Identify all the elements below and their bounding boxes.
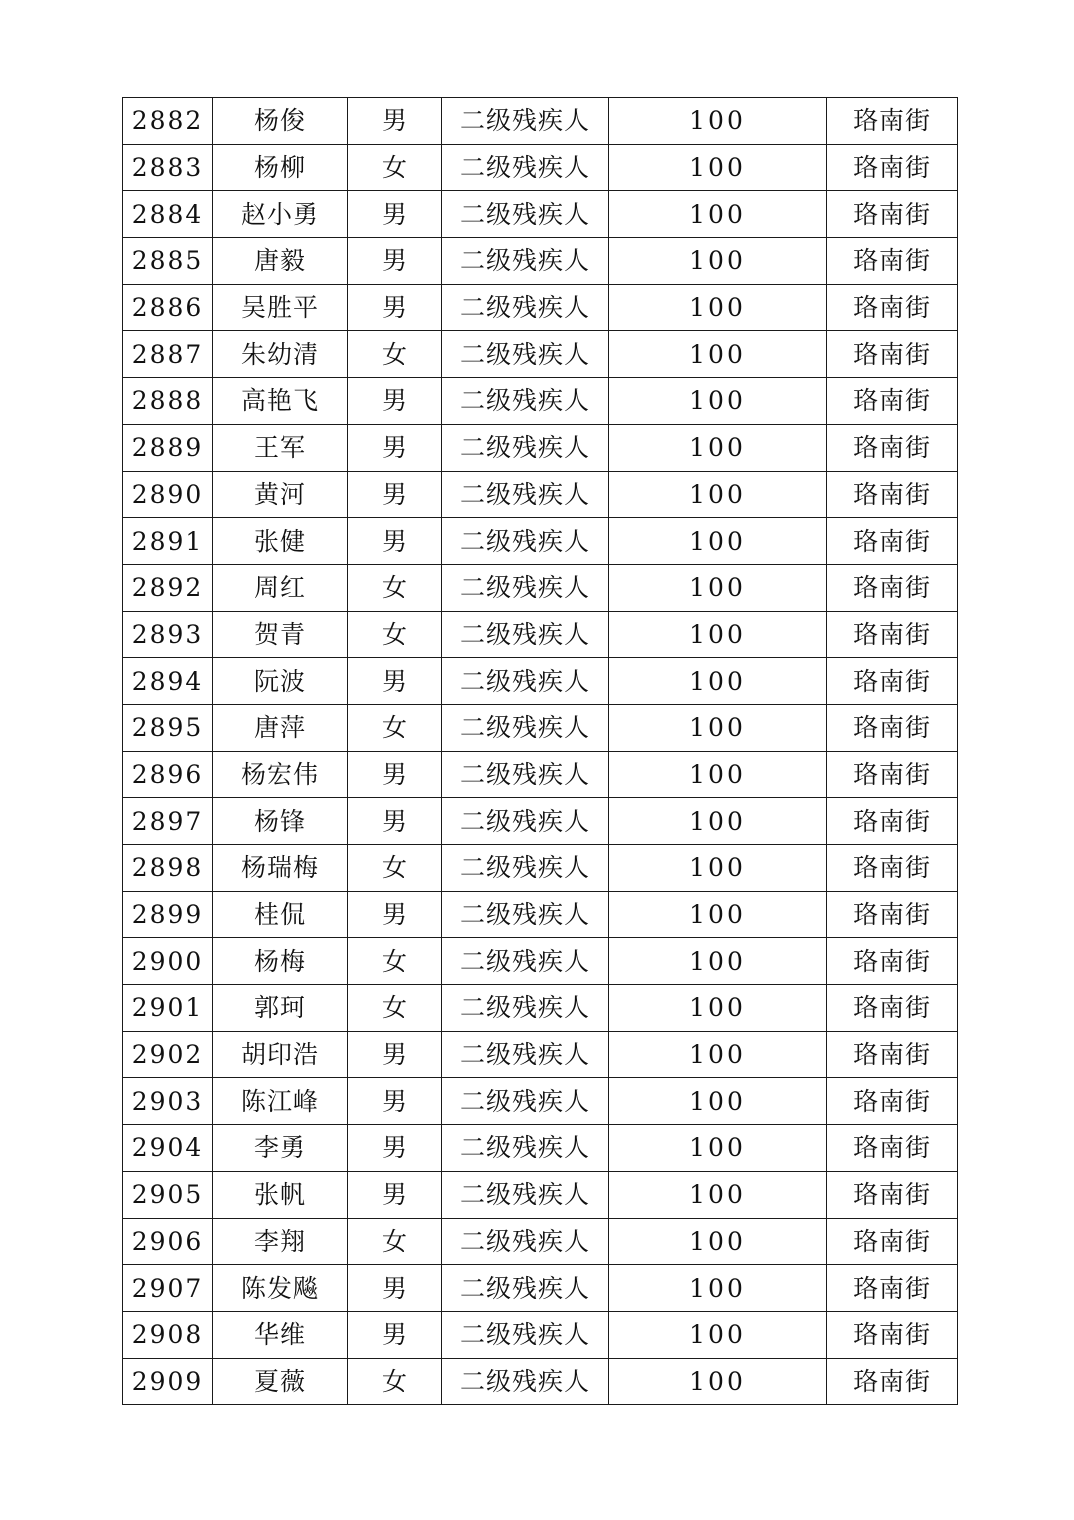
name-cell: 杨俊: [213, 98, 348, 145]
table-row: [123, 938, 958, 985]
table-row: [123, 1358, 958, 1405]
gender-cell: 男: [348, 284, 442, 331]
subdistrict-cell: 珞南街: [827, 658, 958, 705]
disability-level-cell: 二级残疾人: [442, 191, 609, 238]
subdistrict-cell: 珞南街: [827, 1218, 958, 1265]
gender-cell: 男: [348, 751, 442, 798]
disability-level-cell: 二级残疾人: [442, 751, 609, 798]
table-row: [123, 1218, 958, 1265]
amount-cell: 100: [609, 891, 827, 938]
subdistrict-cell: 珞南街: [827, 191, 958, 238]
gender-cell: 女: [348, 564, 442, 611]
amount-cell: 100: [609, 518, 827, 565]
serial-number-cell: 2883: [123, 144, 213, 191]
serial-number-cell: 2891: [123, 518, 213, 565]
disability-level-cell: 二级残疾人: [442, 1358, 609, 1405]
subdistrict-cell: 珞南街: [827, 798, 958, 845]
serial-number-cell: 2895: [123, 704, 213, 751]
disability-level-cell: 二级残疾人: [442, 331, 609, 378]
disability-level-cell: 二级残疾人: [442, 564, 609, 611]
amount-cell: 100: [609, 331, 827, 378]
disability-level-cell: 二级残疾人: [442, 658, 609, 705]
table-row: [123, 845, 958, 892]
subdistrict-cell: 珞南街: [827, 471, 958, 518]
disability-level-cell: 二级残疾人: [442, 98, 609, 145]
gender-cell: 男: [348, 378, 442, 425]
disability-level-cell: 二级残疾人: [442, 1031, 609, 1078]
serial-number-cell: 2889: [123, 424, 213, 471]
disability-level-cell: 二级残疾人: [442, 1078, 609, 1125]
subdistrict-cell: 珞南街: [827, 611, 958, 658]
name-cell: 朱幼清: [213, 331, 348, 378]
amount-cell: 100: [609, 1125, 827, 1172]
amount-cell: 100: [609, 191, 827, 238]
name-cell: 周红: [213, 564, 348, 611]
subdistrict-cell: 珞南街: [827, 1031, 958, 1078]
serial-number-cell: 2893: [123, 611, 213, 658]
table-row: [123, 1171, 958, 1218]
amount-cell: 100: [609, 1031, 827, 1078]
disability-level-cell: 二级残疾人: [442, 518, 609, 565]
name-cell: 张健: [213, 518, 348, 565]
serial-number-cell: 2908: [123, 1311, 213, 1358]
amount-cell: 100: [609, 751, 827, 798]
name-cell: 李勇: [213, 1125, 348, 1172]
gender-cell: 男: [348, 98, 442, 145]
disability-level-cell: 二级残疾人: [442, 798, 609, 845]
disability-level-cell: 二级残疾人: [442, 144, 609, 191]
name-cell: 杨柳: [213, 144, 348, 191]
gender-cell: 男: [348, 518, 442, 565]
name-cell: 唐毅: [213, 238, 348, 285]
name-cell: 唐萍: [213, 704, 348, 751]
gender-cell: 男: [348, 1171, 442, 1218]
amount-cell: 100: [609, 985, 827, 1032]
serial-number-cell: 2905: [123, 1171, 213, 1218]
table-row: [123, 471, 958, 518]
table-row: [123, 798, 958, 845]
name-cell: 夏薇: [213, 1358, 348, 1405]
table-row: [123, 144, 958, 191]
amount-cell: 100: [609, 1171, 827, 1218]
name-cell: 杨锋: [213, 798, 348, 845]
gender-cell: 男: [348, 238, 442, 285]
subdistrict-cell: 珞南街: [827, 331, 958, 378]
amount-cell: 100: [609, 98, 827, 145]
subdistrict-cell: 珞南街: [827, 424, 958, 471]
name-cell: 王军: [213, 424, 348, 471]
gender-cell: 女: [348, 611, 442, 658]
gender-cell: 男: [348, 424, 442, 471]
gender-cell: 男: [348, 1265, 442, 1312]
amount-cell: 100: [609, 658, 827, 705]
amount-cell: 100: [609, 564, 827, 611]
gender-cell: 女: [348, 1218, 442, 1265]
serial-number-cell: 2902: [123, 1031, 213, 1078]
amount-cell: 100: [609, 845, 827, 892]
disability-level-cell: 二级残疾人: [442, 284, 609, 331]
amount-cell: 100: [609, 704, 827, 751]
amount-cell: 100: [609, 238, 827, 285]
disability-level-cell: 二级残疾人: [442, 1171, 609, 1218]
disability-level-cell: 二级残疾人: [442, 471, 609, 518]
gender-cell: 女: [348, 1358, 442, 1405]
gender-cell: 女: [348, 985, 442, 1032]
amount-cell: 100: [609, 798, 827, 845]
serial-number-cell: 2899: [123, 891, 213, 938]
serial-number-cell: 2888: [123, 378, 213, 425]
table-row: [123, 1078, 958, 1125]
serial-number-cell: 2904: [123, 1125, 213, 1172]
table-row: [123, 611, 958, 658]
subdistrict-cell: 珞南街: [827, 751, 958, 798]
serial-number-cell: 2907: [123, 1265, 213, 1312]
subdistrict-cell: 珞南街: [827, 1358, 958, 1405]
disability-level-cell: 二级残疾人: [442, 378, 609, 425]
name-cell: 阮波: [213, 658, 348, 705]
table-row: [123, 98, 958, 145]
roster-body: [123, 98, 958, 1405]
name-cell: 桂侃: [213, 891, 348, 938]
subdistrict-cell: 珞南街: [827, 891, 958, 938]
serial-number-cell: 2909: [123, 1358, 213, 1405]
table-row: [123, 985, 958, 1032]
subdistrict-cell: 珞南街: [827, 564, 958, 611]
amount-cell: 100: [609, 1218, 827, 1265]
disability-level-cell: 二级残疾人: [442, 1218, 609, 1265]
gender-cell: 男: [348, 471, 442, 518]
subdistrict-cell: 珞南街: [827, 144, 958, 191]
table-row: [123, 378, 958, 425]
gender-cell: 男: [348, 798, 442, 845]
gender-cell: 男: [348, 1078, 442, 1125]
subdistrict-cell: 珞南街: [827, 938, 958, 985]
name-cell: 吴胜平: [213, 284, 348, 331]
subdistrict-cell: 珞南街: [827, 985, 958, 1032]
serial-number-cell: 2903: [123, 1078, 213, 1125]
table-row: [123, 1265, 958, 1312]
amount-cell: 100: [609, 284, 827, 331]
table-row: [123, 191, 958, 238]
amount-cell: 100: [609, 471, 827, 518]
subdistrict-cell: 珞南街: [827, 518, 958, 565]
table-row: [123, 751, 958, 798]
name-cell: 杨梅: [213, 938, 348, 985]
serial-number-cell: 2897: [123, 798, 213, 845]
amount-cell: 100: [609, 1311, 827, 1358]
disability-level-cell: 二级残疾人: [442, 985, 609, 1032]
gender-cell: 男: [348, 1311, 442, 1358]
table-row: [123, 331, 958, 378]
amount-cell: 100: [609, 424, 827, 471]
amount-cell: 100: [609, 611, 827, 658]
disability-level-cell: 二级残疾人: [442, 1265, 609, 1312]
gender-cell: 男: [348, 658, 442, 705]
subdistrict-cell: 珞南街: [827, 704, 958, 751]
serial-number-cell: 2886: [123, 284, 213, 331]
serial-number-cell: 2898: [123, 845, 213, 892]
gender-cell: 女: [348, 331, 442, 378]
amount-cell: 100: [609, 1078, 827, 1125]
serial-number-cell: 2901: [123, 985, 213, 1032]
subdistrict-cell: 珞南街: [827, 1311, 958, 1358]
table-row: [123, 424, 958, 471]
serial-number-cell: 2892: [123, 564, 213, 611]
gender-cell: 男: [348, 191, 442, 238]
disability-level-cell: 二级残疾人: [442, 611, 609, 658]
name-cell: 陈江峰: [213, 1078, 348, 1125]
table-row: [123, 564, 958, 611]
gender-cell: 女: [348, 144, 442, 191]
serial-number-cell: 2884: [123, 191, 213, 238]
subdistrict-cell: 珞南街: [827, 1125, 958, 1172]
subdistrict-cell: 珞南街: [827, 1265, 958, 1312]
gender-cell: 女: [348, 704, 442, 751]
subdistrict-cell: 珞南街: [827, 238, 958, 285]
name-cell: 高艳飞: [213, 378, 348, 425]
subdistrict-cell: 珞南街: [827, 378, 958, 425]
gender-cell: 女: [348, 938, 442, 985]
subdistrict-cell: 珞南街: [827, 1171, 958, 1218]
subsidy-roster-table: [122, 97, 958, 1405]
serial-number-cell: 2882: [123, 98, 213, 145]
name-cell: 胡印浩: [213, 1031, 348, 1078]
gender-cell: 女: [348, 845, 442, 892]
amount-cell: 100: [609, 1358, 827, 1405]
amount-cell: 100: [609, 938, 827, 985]
name-cell: 郭珂: [213, 985, 348, 1032]
name-cell: 贺青: [213, 611, 348, 658]
disability-level-cell: 二级残疾人: [442, 1311, 609, 1358]
subdistrict-cell: 珞南街: [827, 98, 958, 145]
amount-cell: 100: [609, 378, 827, 425]
disability-level-cell: 二级残疾人: [442, 1125, 609, 1172]
disability-level-cell: 二级残疾人: [442, 238, 609, 285]
disability-level-cell: 二级残疾人: [442, 938, 609, 985]
disability-level-cell: 二级残疾人: [442, 891, 609, 938]
table-row: [123, 704, 958, 751]
disability-level-cell: 二级残疾人: [442, 424, 609, 471]
table-row: [123, 1311, 958, 1358]
gender-cell: 男: [348, 1125, 442, 1172]
subdistrict-cell: 珞南街: [827, 845, 958, 892]
name-cell: 张帆: [213, 1171, 348, 1218]
gender-cell: 男: [348, 891, 442, 938]
name-cell: 赵小勇: [213, 191, 348, 238]
serial-number-cell: 2906: [123, 1218, 213, 1265]
document-page: [122, 97, 958, 1405]
name-cell: 黄河: [213, 471, 348, 518]
table-row: [123, 658, 958, 705]
serial-number-cell: 2894: [123, 658, 213, 705]
amount-cell: 100: [609, 144, 827, 191]
table-row: [123, 238, 958, 285]
serial-number-cell: 2887: [123, 331, 213, 378]
name-cell: 李翔: [213, 1218, 348, 1265]
table-row: [123, 284, 958, 331]
name-cell: 华维: [213, 1311, 348, 1358]
table-row: [123, 1125, 958, 1172]
table-row: [123, 518, 958, 565]
name-cell: 杨瑞梅: [213, 845, 348, 892]
subdistrict-cell: 珞南街: [827, 284, 958, 331]
amount-cell: 100: [609, 1265, 827, 1312]
serial-number-cell: 2885: [123, 238, 213, 285]
subdistrict-cell: 珞南街: [827, 1078, 958, 1125]
serial-number-cell: 2890: [123, 471, 213, 518]
disability-level-cell: 二级残疾人: [442, 845, 609, 892]
serial-number-cell: 2896: [123, 751, 213, 798]
table-row: [123, 1031, 958, 1078]
name-cell: 杨宏伟: [213, 751, 348, 798]
name-cell: 陈发飚: [213, 1265, 348, 1312]
gender-cell: 男: [348, 1031, 442, 1078]
table-row: [123, 891, 958, 938]
serial-number-cell: 2900: [123, 938, 213, 985]
disability-level-cell: 二级残疾人: [442, 704, 609, 751]
